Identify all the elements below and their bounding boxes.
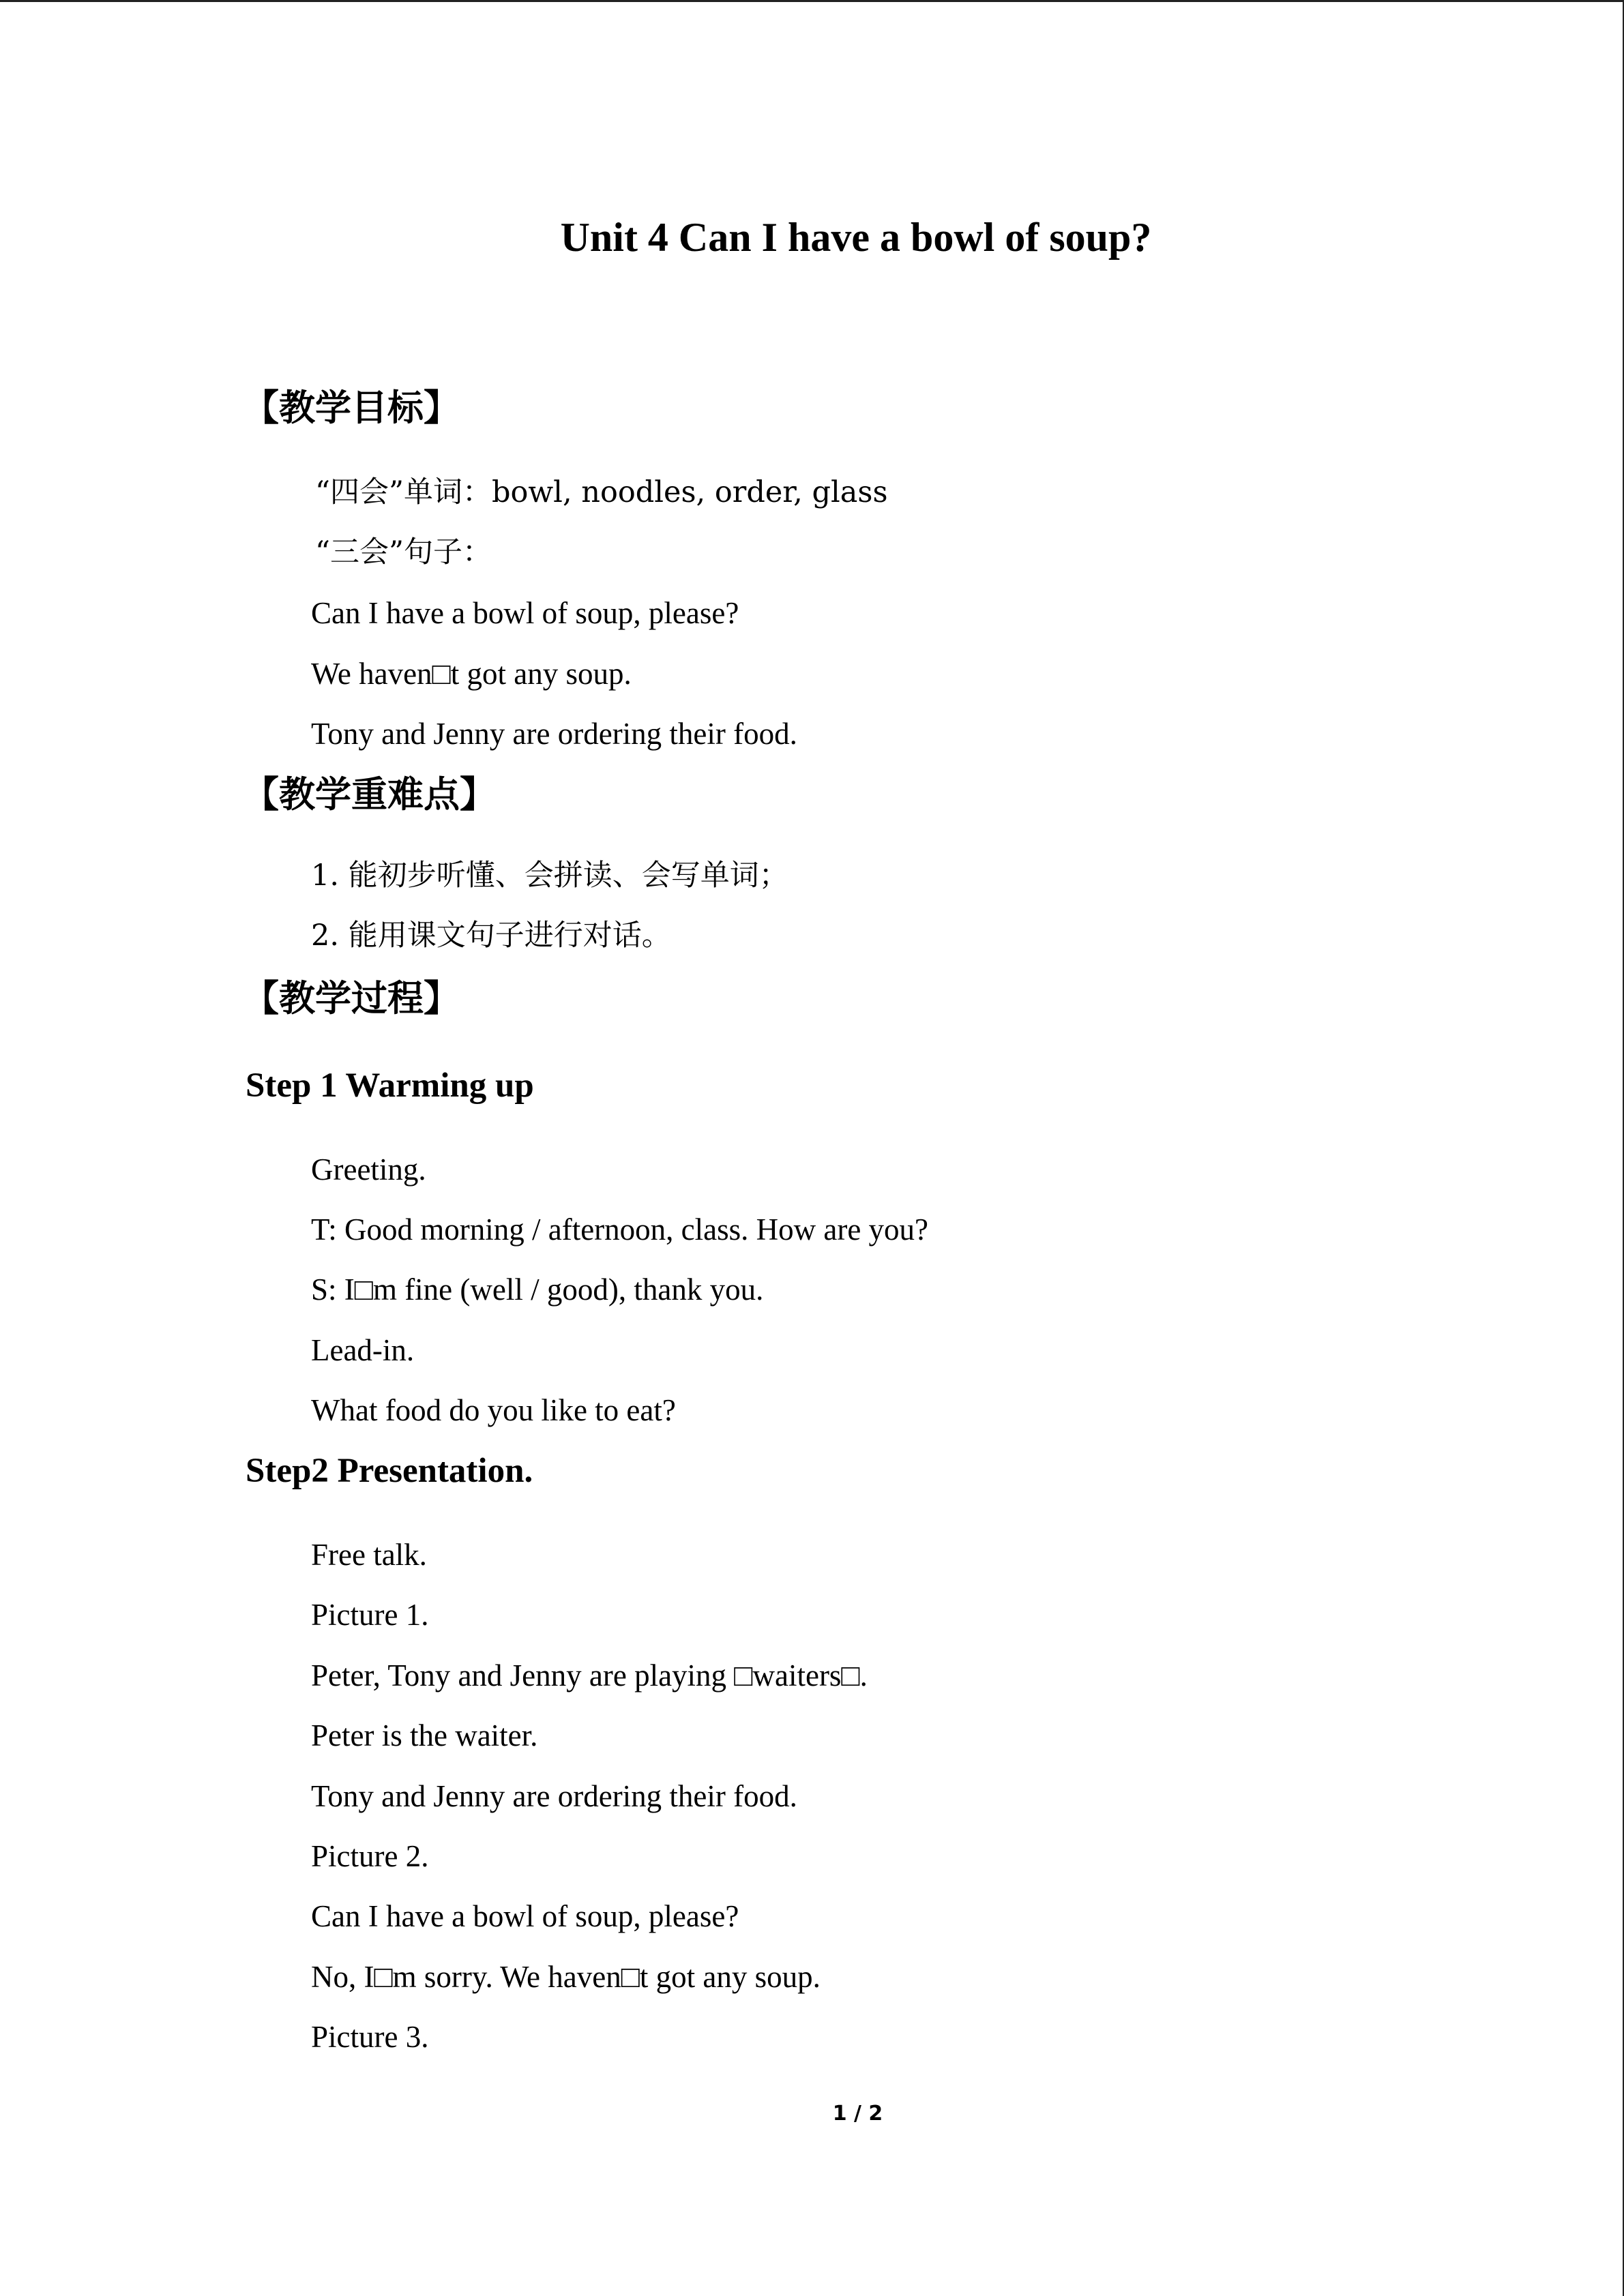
step-line: Peter, Tony and Jenny are playing □waiters□. [311, 1658, 868, 1693]
step-line: What food do you like to eat? [311, 1393, 676, 1427]
objective-line: Can I have a bowl of soup, please? [311, 596, 739, 630]
objective-line: “三会”句子： [315, 535, 492, 569]
step-line: Picture 1. [311, 1598, 429, 1632]
step-line: Tony and Jenny are ordering their food. [311, 1779, 797, 1813]
step-line: T: Good morning / afternoon, class. How are you? [311, 1212, 929, 1247]
section-heading-key-points: 【教学重难点】 [243, 774, 496, 816]
step-line: Greeting. [311, 1152, 426, 1187]
page-number: 1 / 2 [832, 2102, 883, 2126]
step-line: Picture 2. [311, 1839, 429, 1873]
step-line: Free talk. [311, 1538, 427, 1572]
objective-line: We haven□t got any soup. [311, 657, 632, 691]
step-heading: Step2 Presentation. [246, 1452, 533, 1490]
objective-line: “四会”单词：bowl, noodles, order, glass [315, 475, 888, 509]
key-point-line: 2. 能用课文句子进行对话。 [311, 919, 671, 953]
key-point-line: 1. 能初步听懂、会拼读、会写单词； [311, 859, 788, 893]
section-heading-process: 【教学过程】 [243, 978, 460, 1019]
step-line: Can I have a bowl of soup, please? [311, 1899, 739, 1933]
step-heading: Step 1 Warming up [246, 1067, 534, 1105]
step-line: Lead-in. [311, 1333, 415, 1367]
step-line: Peter is the waiter. [311, 1718, 538, 1753]
step-line: S: I□m fine (well / good), thank you. [311, 1272, 764, 1307]
objective-line: Tony and Jenny are ordering their food. [311, 717, 797, 751]
step-line: No, I□m sorry. We haven□t got any soup. [311, 1960, 821, 1994]
step-line: Picture 3. [311, 2020, 429, 2054]
document-title: Unit 4 Can I have a bowl of soup? [560, 215, 1152, 260]
section-heading-objectives: 【教学目标】 [243, 387, 460, 429]
